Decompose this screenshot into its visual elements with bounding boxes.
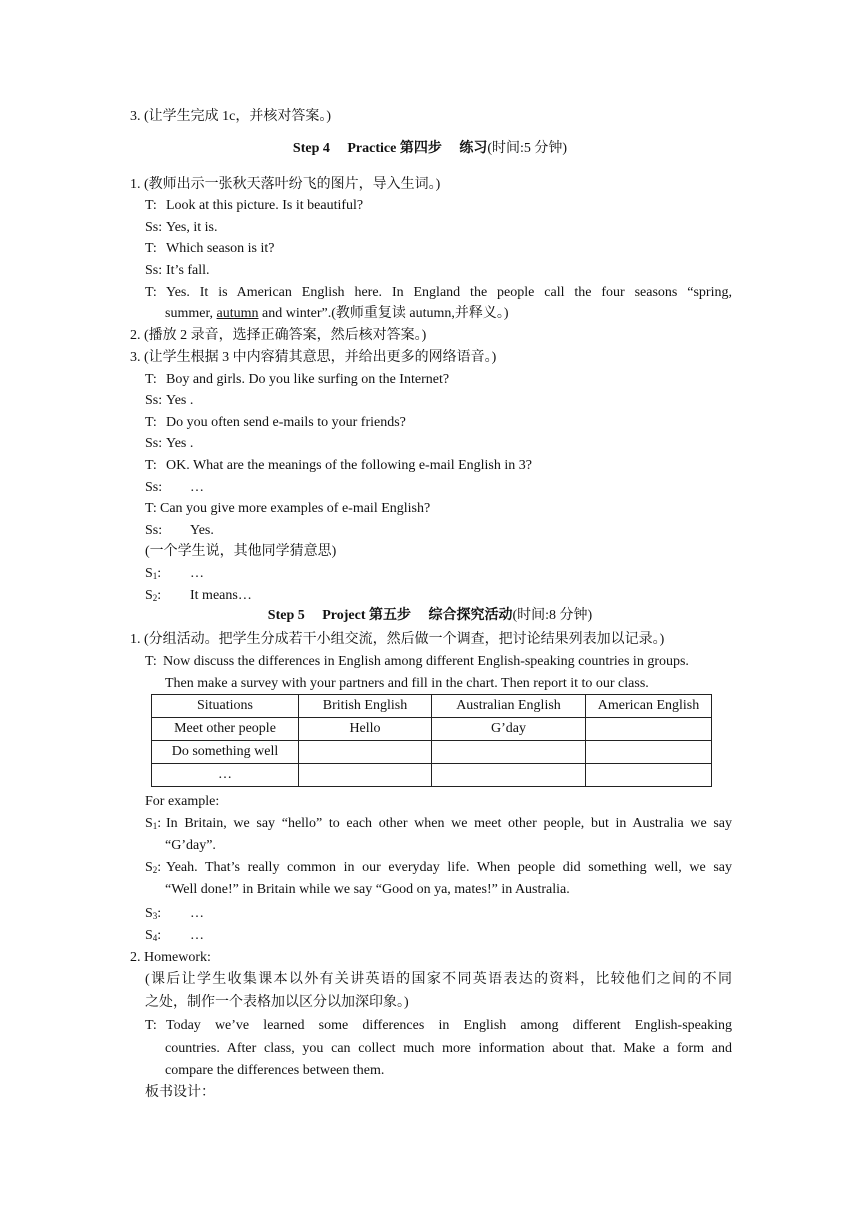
speaker-label — [145, 813, 166, 835]
dialogue-line — [145, 238, 274, 260]
speaker-label: T: — [145, 372, 157, 387]
speaker-label — [145, 585, 190, 607]
table-row — [152, 718, 712, 741]
speaker-colon: : — [157, 816, 162, 831]
speaker-colon: : — [157, 566, 162, 581]
dialogue-continuation: Then make a survey with your partners and fill in the chart. Then report it to our class. — [165, 676, 649, 691]
dialogue-text: Look at this picture. Is it beautiful? — [166, 198, 364, 213]
speaker-letter: S — [145, 928, 153, 943]
speaker-label: T: — [145, 654, 157, 669]
homework-note-line1: (课后让学生收集课本以外有关讲英语的国家不同英语表达的资料，比较他们之间的不同 — [145, 972, 732, 987]
speaker-label — [145, 857, 166, 879]
speaker-letter: S — [145, 588, 153, 603]
table-cell — [432, 741, 586, 764]
table-row — [152, 741, 712, 764]
dialogue-line — [145, 455, 532, 477]
practice-item3: 3. (让学生根据 3 中内容猜其意思，并给出更多的网络语音。) — [130, 350, 497, 365]
dialogue-text: Yes. — [190, 523, 214, 538]
table-cell: Hello — [299, 718, 432, 741]
dialogue-text: Yes . — [166, 393, 194, 408]
table-cell — [586, 741, 712, 764]
speaker-colon: : — [157, 860, 162, 875]
table-row — [152, 764, 712, 787]
speaker-letter: S — [145, 566, 153, 581]
dialogue-text: Yes. It is American English here. In England the people call the four seasons “spring, — [166, 285, 732, 300]
speaker-label — [145, 563, 190, 585]
dialogue-continuation: “Well done!” in Britain while we say “Good on ya, mates!” in Australia. — [165, 882, 570, 897]
text-fragment: and winter”.(教师重复读 autumn,并释义。) — [258, 306, 509, 321]
dialogue-continuation — [165, 303, 509, 325]
step5-heading-title: Step 5 Project 第五步 综合探究活动 — [267, 608, 513, 623]
dialogue-text: … — [190, 928, 204, 943]
dialogue-line — [145, 477, 204, 499]
dialogue-text: Which season is it? — [166, 241, 275, 256]
board-design-label: 板书设计： — [145, 1085, 215, 1100]
table-cell — [299, 764, 432, 787]
speaker-label: T: — [145, 198, 157, 213]
speaker-number: 1 — [152, 821, 158, 831]
dialogue-line — [145, 195, 363, 217]
dialogue-line — [145, 925, 204, 947]
speaker-label: T: — [145, 501, 157, 516]
dialogue-line — [145, 412, 406, 434]
dialogue-line — [145, 520, 214, 542]
speaker-label: Ss: — [145, 523, 163, 538]
speaker-letter: S — [145, 816, 153, 831]
table-cell: … — [152, 764, 299, 787]
step5-heading — [0, 605, 860, 627]
dialogue-line — [145, 651, 689, 673]
dialogue-line — [145, 903, 204, 925]
speaker-label: T: — [145, 285, 157, 300]
dialogue-text: In Britain, we say “hello” to each other when we meet other people, but in Australia we say — [166, 816, 732, 831]
underlined-word: autumn — [216, 306, 259, 321]
speaker-label — [145, 925, 190, 947]
homework-note-line2: 之处，制作一个表格加以区分以加深印象。) — [145, 995, 409, 1010]
speaker-label: Ss: — [145, 480, 163, 495]
dialogue-line — [145, 260, 210, 282]
practice-item2: 2. (播放 2 录音，选择正确答案，然后核对答案。) — [130, 328, 427, 343]
dialogue-line — [145, 498, 430, 520]
dialogue-text: Do you often send e-mails to your friends? — [166, 415, 406, 430]
step4-heading — [0, 138, 860, 160]
table-cell — [586, 718, 712, 741]
speaker-number: 2 — [152, 865, 158, 875]
dialogue-text: It means… — [190, 588, 252, 603]
project-item1: 1. (分组活动。把学生分成若干小组交流，然后做一个调查，把讨论结果列表加以记录。) — [130, 632, 665, 647]
dialogue-text: Yes . — [166, 436, 194, 451]
speaker-number: 1 — [152, 571, 158, 581]
dialogue-line — [145, 217, 218, 239]
step4-heading-time: (时间:5 分钟) — [487, 141, 568, 156]
speaker-letter: S — [145, 860, 153, 875]
dialogue-line — [145, 1015, 732, 1037]
speaker-number: 3 — [152, 911, 158, 921]
dialogue-line — [145, 433, 193, 455]
dialogue-text: OK. What are the meanings of the following e-mail English in 3? — [166, 458, 532, 473]
survey-chart — [151, 694, 712, 787]
dialogue-text: Yes, it is. — [166, 220, 218, 235]
chart-header-cell: British English — [299, 695, 432, 718]
dialogue-text: Today we’ve learned some differences in English among different English-speaking — [166, 1018, 732, 1033]
table-cell: Meet other people — [152, 718, 299, 741]
table-cell: Do something well — [152, 741, 299, 764]
speaker-colon: : — [157, 906, 162, 921]
activity-note: (一个学生说，其他同学猜意思) — [145, 544, 337, 559]
dialogue-continuation: compare the differences between them. — [165, 1063, 385, 1078]
dialogue-text: … — [190, 480, 204, 495]
speaker-label: T: — [145, 415, 157, 430]
chart-header-row — [152, 695, 712, 718]
dialogue-line — [145, 563, 204, 585]
dialogue-text: … — [190, 566, 204, 581]
chart-header-cell: Australian English — [432, 695, 586, 718]
speaker-label: Ss: — [145, 393, 163, 408]
dialogue-line — [145, 857, 732, 879]
paragraph-step3-item3: 3. (让学生完成 1c，并核对答案。) — [130, 109, 332, 124]
table-cell — [432, 764, 586, 787]
speaker-colon: : — [157, 588, 162, 603]
dialogue-continuation: countries. After class, you can collect much more information about that. Make a form and — [165, 1041, 732, 1056]
practice-item1: 1. (教师出示一张秋天落叶纷飞的图片，导入生词。) — [130, 177, 441, 192]
table-cell — [586, 764, 712, 787]
step4-heading-title: Step 4 Practice 第四步 练习 — [292, 141, 488, 156]
chart-header-cell: American English — [586, 695, 712, 718]
for-example-label: For example: — [145, 794, 220, 809]
dialogue-text: It’s fall. — [166, 263, 210, 278]
speaker-number: 4 — [152, 933, 158, 943]
chart-header-cell: Situations — [152, 695, 299, 718]
speaker-colon: : — [157, 928, 162, 943]
speaker-label: T: — [145, 1018, 157, 1033]
dialogue-line — [145, 813, 732, 835]
speaker-label: Ss: — [145, 220, 163, 235]
speaker-label — [145, 903, 190, 925]
speaker-label: Ss: — [145, 263, 163, 278]
speaker-letter: S — [145, 906, 153, 921]
step5-heading-time: (时间:8 分钟) — [512, 608, 593, 623]
dialogue-text: … — [190, 906, 204, 921]
homework-item: 2. Homework: — [130, 950, 211, 965]
dialogue-line — [145, 585, 252, 607]
speaker-label: Ss: — [145, 436, 163, 451]
text-fragment: summer, — [165, 306, 217, 321]
speaker-number: 2 — [152, 593, 158, 603]
dialogue-line — [145, 282, 732, 304]
dialogue-line — [145, 390, 193, 412]
dialogue-continuation: “G’day”. — [165, 838, 216, 853]
dialogue-text: Yeah. That’s really common in our everyday life. When people did something well, we say — [166, 860, 732, 875]
dialogue-line — [145, 369, 449, 391]
dialogue-text: Can you give more examples of e-mail English? — [160, 501, 431, 516]
table-cell: G’day — [432, 718, 586, 741]
speaker-label: T: — [145, 458, 157, 473]
dialogue-text: Now discuss the differences in English among different English-speaking countries in groups. — [163, 654, 689, 669]
dialogue-text: Boy and girls. Do you like surfing on the Internet? — [166, 372, 450, 387]
table-cell — [299, 741, 432, 764]
speaker-label: T: — [145, 241, 157, 256]
